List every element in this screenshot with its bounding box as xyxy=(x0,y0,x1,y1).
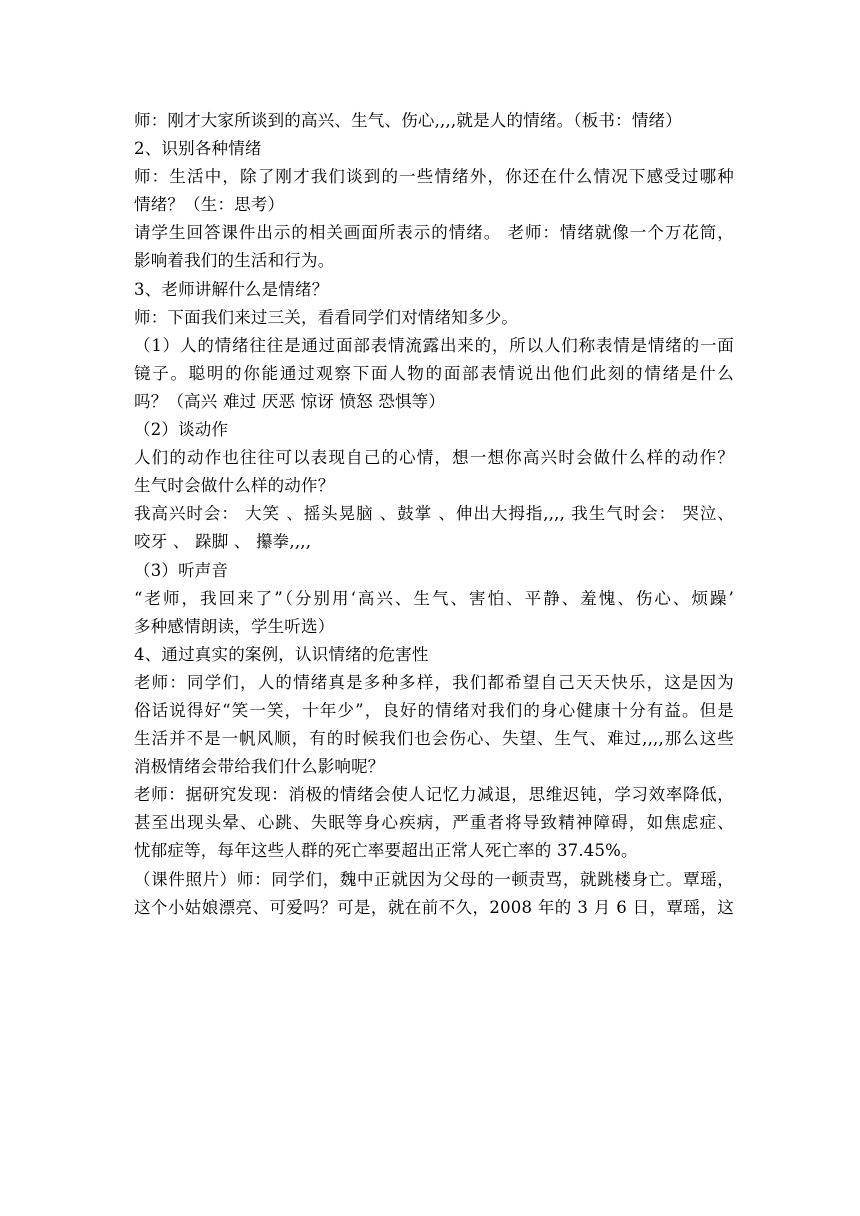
paragraph-line: “老师，我回来了”（分别用‘高兴、生气、害怕、平静、羞愧、伤心、烦躁’ xyxy=(134,588,734,608)
paragraph-line: 师：刚才大家所谈到的高兴、生气、伤心,,,,就是人的情绪。（板书：情绪） xyxy=(134,111,682,130)
paragraph-line: 影响着我们的生活和行为。 xyxy=(134,251,335,271)
paragraph-line: 俗话说得好“笑一笑，十年少”，良好的情绪对我们的身心健康十分有益。但是 xyxy=(134,700,734,720)
paragraph-line: 镜子。聪明的你能通过观察下面人物的面部表情说出他们此刻的情绪是什么 xyxy=(134,363,734,383)
paragraph-line: 情绪？（生：思考） xyxy=(134,195,285,215)
paragraph-line: 消极情绪会带给我们什么影响呢？ xyxy=(134,757,385,777)
paragraph-line: 吗？（高兴 难过 厌恶 惊讶 愤怒 恐惧等） xyxy=(134,391,446,411)
paragraph-line: 生活并不是一帆风顺，有的时候我们也会伤心、失望、生气、难过,,,,那么这些 xyxy=(134,729,734,749)
paragraph-line: 我高兴时会： 大笑 、摇头晃脑 、鼓掌 、伸出大拇指,,,, 我生气时会： 哭泣、 xyxy=(134,504,734,524)
paragraph-line: 甚至出现头晕、心跳、失眠等身心疾病，严重者将导致精神障碍，如焦虑症、 xyxy=(134,813,734,833)
paragraph-line: （1）人的情绪往往是通过面部表情流露出来的，所以人们称表情是情绪的一面 xyxy=(134,335,734,355)
paragraph-line: 多种感情朗读，学生听选） xyxy=(134,616,335,636)
paragraph-line: 咬牙 、 跺脚 、 攥拳,,,, xyxy=(134,532,312,552)
subsection-heading: （2）谈动作 xyxy=(134,420,229,440)
section-heading: 2、识别各种情绪 xyxy=(134,139,262,159)
paragraph-line: 师：生活中，除了刚才我们谈到的一些情绪外，你还在什么情况下感受过哪种 xyxy=(134,167,734,187)
paragraph-line: 生气时会做什么样的动作？ xyxy=(134,476,335,496)
paragraph-line: 忧郁症等，每年这些人群的死亡率要超出正常人死亡率的 37.45%。 xyxy=(134,841,638,861)
paragraph-line: 老师：同学们，人的情绪真是多种多样，我们都希望自己天天快乐，这是因为 xyxy=(134,672,734,692)
paragraph-line: 人们的动作也往往可以表现自己的心情，想一想你高兴时会做什么样的动作？ xyxy=(134,448,734,468)
paragraph-line: （课件照片）师：同学们，魏中正就因为父母的一顿责骂，就跳楼身亡。覃瑶， xyxy=(134,869,734,889)
paragraph-line: 老师：据研究发现：消极的情绪会使人记忆力减退，思维迟钝，学习效率降低， xyxy=(134,785,734,805)
section-heading: 4、通过真实的案例，认识情绪的危害性 xyxy=(134,644,429,664)
subsection-heading: （3）听声音 xyxy=(134,560,229,580)
paragraph-line: 这个小姑娘漂亮、可爱吗？可是，就在前不久，2008 年的 3 月 6 日，覃瑶，这 xyxy=(134,897,734,917)
section-heading: 3、老师讲解什么是情绪？ xyxy=(134,279,329,299)
paragraph-line: 师：下面我们来过三关，看看同学们对情绪知多少。 xyxy=(134,307,519,327)
paragraph-line: 请学生回答课件出示的相关画面所表示的情绪。 老师：情绪就像一个万花筒， xyxy=(134,223,734,243)
document-body xyxy=(134,107,734,922)
